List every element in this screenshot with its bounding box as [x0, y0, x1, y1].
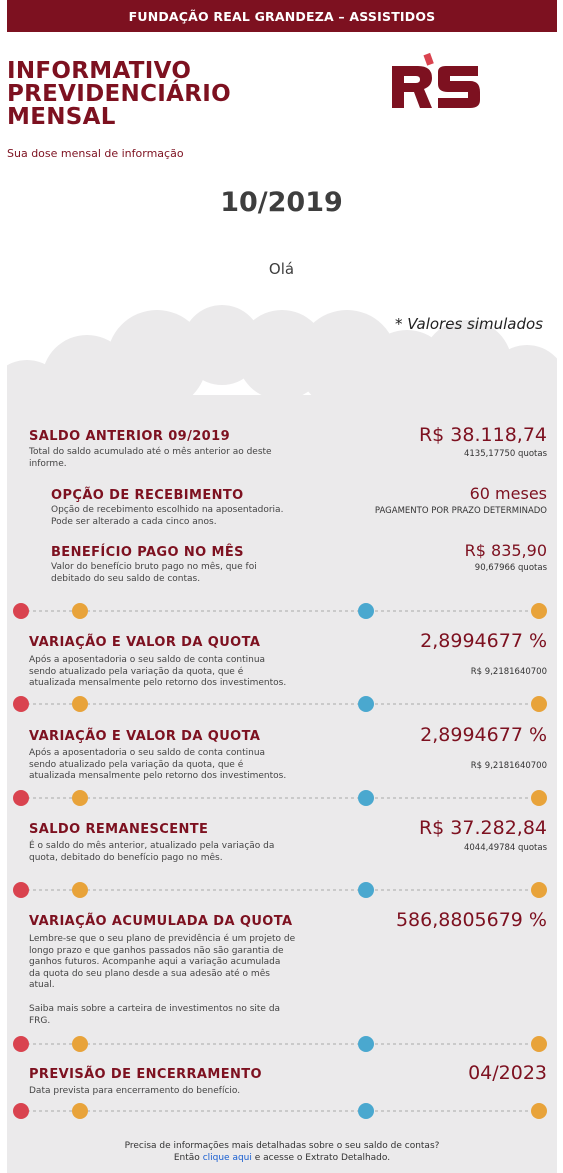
title-line-3: MENSAL	[7, 104, 116, 130]
opcao-type: PAGAMENTO POR PRAZO DETERMINADO	[374, 506, 547, 516]
frg-logo	[388, 52, 483, 112]
previsao-encerramento-title: PREVISÃO DE ENCERRAMENTO	[29, 1067, 262, 1082]
timeline-divider	[7, 601, 557, 621]
beneficio-desc: Valor do benefício bruto pago no mês, que foi debitado do seu saldo de contas.	[51, 562, 257, 584]
saldo-anterior-desc: Total do saldo acumulado até o mês anterior ao deste informe.	[29, 447, 272, 469]
saldo-remanescente-title: SALDO REMANESCENTE	[29, 822, 209, 837]
reference-date: 10/2019	[220, 187, 343, 218]
variacao-quota-desc: Após a aposentadoria o seu saldo de conta continua sendo atualizado pela variação da quota, que é atualizada mensalmente pelo retorno dos investimentos.	[29, 655, 287, 688]
title-line-2: PREVIDENCIÁRIO	[7, 81, 231, 107]
header-banner: FUNDAÇÃO REAL GRANDEZA – ASSISTIDOS	[7, 0, 557, 32]
saldo-remanescente-quotas: 4044,49784 quotas	[463, 843, 547, 853]
opcao-value: 60 meses	[469, 484, 547, 503]
beneficio-value: R$ 835,90	[464, 541, 547, 560]
greeting: Olá	[268, 260, 295, 278]
valor-quota-2: R$ 9,2181640700	[470, 761, 547, 771]
saldo-remanescente-desc: É o saldo do mês anterior, atualizado pela variação da quota, debitado do benefício pago no mês.	[29, 841, 275, 863]
variacao-acumulada-title: VARIAÇÃO ACUMULADA DA QUOTA	[29, 914, 293, 929]
saldo-anterior-title: SALDO ANTERIOR 09/2019	[29, 429, 231, 444]
saldo-anterior-quotas: 4135,17750 quotas	[463, 449, 547, 459]
page-title	[7, 60, 231, 129]
variacao-quota-title-2: VARIAÇÃO E VALOR DA QUOTA	[29, 729, 261, 744]
variacao-quota-desc-2: Após a aposentadoria o seu saldo de conta continua sendo atualizado pela variação da quota, que é atualizada mensalmente pelo retorno dos investimentos.	[29, 748, 287, 781]
saldo-anterior-value: R$ 38.118,74	[418, 424, 547, 446]
previsao-encerramento-desc: Data prevista para encerramento do benefício.	[29, 1086, 241, 1096]
variacao-acumulada-value: 586,8805679 %	[395, 909, 547, 931]
variacao-acumulada-desc: Lembre-se que o seu plano de previdência é um projeto de longo prazo e que ganhos passados não são garantia de ganhos futuros. Acompanhe aqui a variação acumulada da quota do seu plano desde a sua adesão até o mês atual.	[29, 934, 296, 990]
timeline-divider	[7, 880, 557, 900]
variacao-quota-title: VARIAÇÃO E VALOR DA QUOTA	[29, 635, 261, 650]
timeline-divider	[7, 1034, 557, 1054]
timeline-divider	[7, 788, 557, 808]
extrato-link[interactable]: clique aqui	[202, 1153, 252, 1163]
variacao-quota-value: 2,8994677 %	[420, 630, 547, 652]
opcao-desc: Opção de recebimento escolhido na aposentadoria. Pode ser alterado a cada cinco anos.	[51, 505, 284, 527]
footer-note	[7, 1140, 557, 1164]
previsao-encerramento-value: 04/2023	[468, 1062, 547, 1084]
beneficio-quotas: 90,67966 quotas	[474, 563, 547, 573]
saldo-remanescente-value: R$ 37.282,84	[418, 817, 547, 839]
variacao-quota-value-2: 2,8994677 %	[420, 724, 547, 746]
footer-line-2: Então clique aqui e acesse o Extrato Detalhado.	[173, 1153, 391, 1163]
title-line-1: INFORMATIVO	[7, 58, 192, 84]
simulated-values-note: * Valores simulados	[394, 315, 543, 333]
carteira-investimentos-note: Saiba mais sobre a carteira de investimentos no site da FRG.	[29, 1004, 281, 1026]
footer-line-1: Precisa de informações mais detalhadas sobre o seu saldo de contas?	[124, 1141, 440, 1151]
timeline-divider	[7, 1101, 557, 1121]
page-subtitle: Sua dose mensal de informação	[7, 147, 184, 160]
beneficio-title: BENEFÍCIO PAGO NO MÊS	[51, 545, 244, 560]
opcao-title: OPÇÃO DE RECEBIMENTO	[51, 488, 244, 503]
valor-quota: R$ 9,2181640700	[470, 667, 547, 677]
timeline-divider	[7, 694, 557, 714]
